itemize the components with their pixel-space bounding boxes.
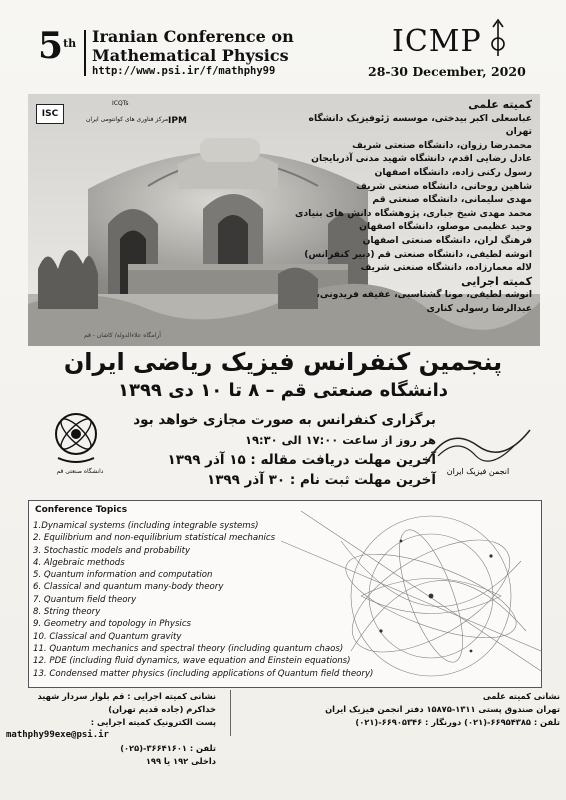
ipm-logo: IPM bbox=[168, 116, 187, 126]
committee-member: وحید عظیمی موصلو، دانشگاه اصفهان bbox=[359, 221, 532, 233]
info-registration-deadline: آخرین مهلت ثبت نام : ۳۰ آذر ۱۳۹۹ bbox=[206, 472, 436, 488]
committee-member: محمدرضا رزوان، دانشگاه صنعتی شریف bbox=[352, 139, 532, 151]
committee-member: عباسعلی اکبر بیدختی، موسسه ژئوفیزیک دانشگاه تهران bbox=[308, 112, 532, 138]
info-hours: هر روز از ساعت ۱۷:۰۰ الی ۱۹:۳۰ bbox=[244, 433, 436, 447]
conference-title-fa: پنجمین کنفرانس فیزیک ریاضی ایران bbox=[63, 348, 503, 376]
executive-email[interactable]: mathphy99exe@psi.ir bbox=[6, 730, 109, 740]
executive-committee-heading: کمیته اجرایی bbox=[461, 274, 532, 288]
executive-members: انوشه لطیفی، مونا گشتاسبی، عفیفه فریدونی، عبدالرضا رسولی کناری bbox=[316, 289, 532, 314]
conference-subtitle-fa: دانشگاه صنعتی قم – ۸ تا ۱۰ دی ۱۳۹۹ bbox=[117, 380, 449, 401]
topic-item: 7. Quantum field theory bbox=[33, 594, 137, 605]
scientific-phone: تلفن : ۶۶۹۵۴۳۸۵-(۰۲۱) دورنگار : ۶۶۹۰۵۳۴۶-(۰۲۱) bbox=[355, 717, 560, 727]
conference-url[interactable]: http://www.psi.ir/f/mathphy99 bbox=[92, 65, 276, 77]
conference-dates: 28-30 December, 2020 bbox=[368, 64, 526, 79]
conference-title-en: Iranian Conference on Mathematical Physics bbox=[92, 27, 294, 65]
executive-contact bbox=[6, 690, 216, 768]
iqtc-logo-label: مرکز فناوری های کوانتومی ایران bbox=[86, 116, 169, 123]
scientific-address-heading: نشانی کمیته علمی bbox=[482, 691, 560, 701]
topic-item: 5. Quantum information and computation bbox=[33, 570, 213, 581]
topic-item: 9. Geometry and topology in Physics bbox=[33, 619, 192, 630]
committee-member: شاهین روحانی، دانشگاه صنعتی شریف bbox=[356, 180, 532, 192]
photo-caption: آرامگاه علاءالدوله/ کاشان - قم bbox=[84, 332, 161, 339]
topic-item: 6. Classical and quantum many-body theory bbox=[33, 582, 224, 593]
icmp-arrow-icon bbox=[491, 18, 505, 58]
committee-member: لاله معمارزاده، دانشگاه صنعتی شریف bbox=[360, 262, 532, 274]
executive-email-label: پست الکترونیک کمیته اجرایی : bbox=[90, 717, 216, 727]
committee-member: فرهنگ لران، دانشگاه صنعتی اصفهان bbox=[362, 234, 532, 246]
topic-item: 10. Classical and Quantum gravity bbox=[33, 631, 182, 642]
topics-heading: Conference Topics bbox=[35, 505, 128, 515]
icmp-logo: ICMP bbox=[392, 24, 482, 59]
topic-item: 12. PDE (including fluid dynamics, wave equation and Einstein equations) bbox=[33, 656, 351, 667]
edition-suffix: th bbox=[63, 37, 77, 50]
qom-logo-caption: دانشگاه صنعتی قم bbox=[56, 468, 104, 475]
committee-list bbox=[282, 98, 532, 316]
committee-member: محمد مهدی شیخ جباری، پژوهشگاه دانش های بنیادی bbox=[295, 207, 532, 219]
psi-signature-logo bbox=[418, 416, 538, 480]
committee-member: مهدی سلیمانی، دانشگاه صنعتی قم bbox=[372, 194, 532, 206]
scientific-committee-heading: کمیته علمی bbox=[468, 98, 532, 111]
topic-item: 2. Equilibrium and non-equilibrium statistical mechanics bbox=[33, 533, 276, 544]
committee-member: رسول رکنی زاده، دانشگاه اصفهان bbox=[374, 166, 532, 178]
edition-num-text: 5 bbox=[38, 25, 64, 67]
topic-item: 4. Algebraic methods bbox=[33, 557, 125, 568]
isc-logo: ISC bbox=[36, 104, 64, 124]
topic-item: 1.Dynamical systems (including integrable systems) bbox=[33, 521, 259, 531]
topic-item: 11. Quantum mechanics and spectral theory (including quantum chaos) bbox=[33, 643, 344, 654]
topic-item: 13. Condensed matter physics (including applications of Quantum field theory) bbox=[33, 668, 374, 679]
executive-phone: تلفن : ۳۶۶۴۱۶۰۱-(۰۲۵) bbox=[120, 743, 216, 753]
info-paper-deadline: آخرین مهلت دریافت مقاله : ۱۵ آذر ۱۳۹۹ bbox=[167, 452, 436, 468]
scientific-contact bbox=[260, 690, 560, 729]
topics-panel bbox=[28, 500, 542, 688]
committee-member: عادل رضایی اقدم، دانشگاه شهید مدنی آذربایجان bbox=[311, 153, 532, 165]
executive-extension: داخلی ۱۹۲ یا ۱۹۹ bbox=[145, 756, 216, 766]
topic-item: 8. String theory bbox=[33, 607, 101, 618]
edition-number bbox=[38, 25, 77, 67]
header-divider bbox=[84, 30, 86, 76]
icqts-logo: ICQTs bbox=[112, 100, 129, 107]
executive-address: نشانی کمیته اجرایی : قم بلوار سردار شهید خداکرم (جاده قدیم تهران) bbox=[37, 691, 216, 714]
info-virtual: برگزاری کنفرانس به صورت مجازی خواهد بود bbox=[133, 412, 436, 428]
topics-list bbox=[33, 520, 373, 680]
psi-signature-text: انجمن فیزیک ایران bbox=[446, 467, 510, 476]
committee-member: انوشه لطیفی، دانشگاه صنعتی قم (دبیر کنفرانس) bbox=[304, 248, 532, 260]
topic-item: 3. Stochastic models and probability bbox=[33, 545, 191, 556]
scientific-address: تهران صندوق پستی ۱۳۱۱-۱۵۸۷۵ دفتر انجمن فیزیک ایران bbox=[325, 704, 560, 714]
footer-divider bbox=[230, 690, 231, 736]
banner bbox=[28, 94, 540, 346]
conference-info bbox=[116, 410, 436, 490]
